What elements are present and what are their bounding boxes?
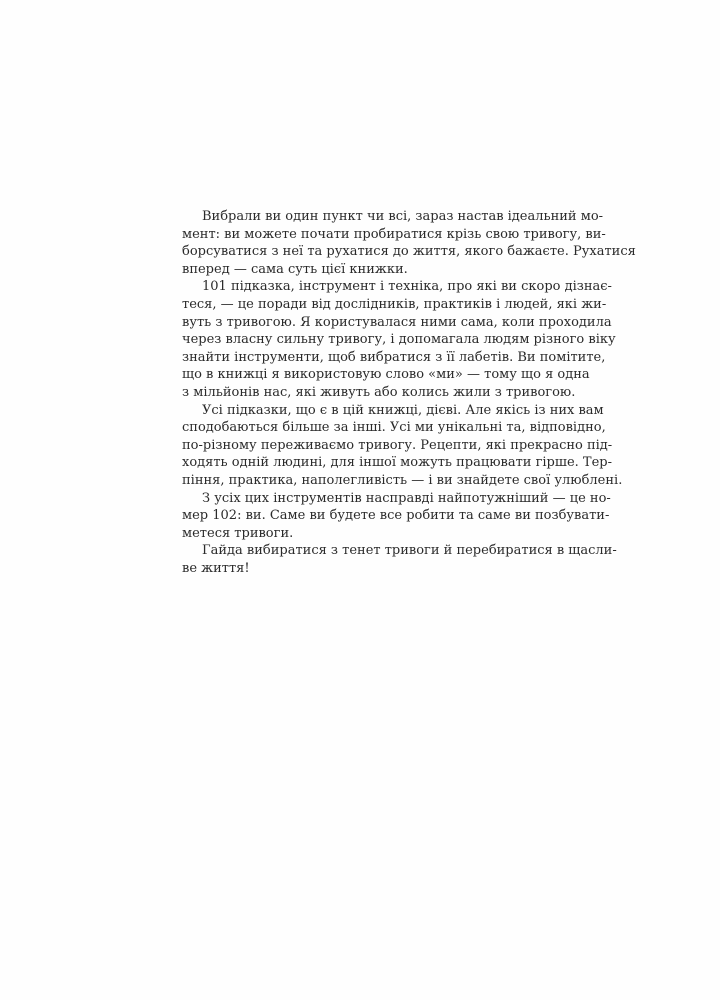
text-line: теся, — це поради від дослідників, практиків і людей, які жи- [182,296,607,312]
text-line: мер 102: ви. Саме ви будете все робити та саме ви позбувати- [182,508,610,524]
text-line: Усі підказки, що є в цій книжці, дієві. Але якісь із них вам [202,402,604,418]
paragraph-tips [182,278,616,401]
text-line: З усіх цих інструментів насправді найпотужніший — це но- [202,490,611,506]
paragraph-closing [182,542,617,577]
text-line: сподобаються більше за інші. Усі ми унікальні та, відповідно, [182,420,606,436]
text-line: знайти інструменти, щоб вибратися з її лабетів. Ви помітите, [182,349,606,365]
paragraph-number-102 [182,490,611,543]
text-line: 101 підказка, інструмент і техніка, про які ви скоро дізнає- [202,279,612,295]
text-line: борсуватися з неї та рухатися до життя, якого бажаєте. Рухатися [182,244,636,260]
paragraph-unique [182,402,623,490]
text-line: Гайда вибиратися з тенет тривоги й перебиратися в щасли- [202,543,617,559]
text-line: Вибрали ви один пункт чи всі, зараз настав ідеальний мо- [202,209,604,224]
text-line: з мільйонів нас, які живуть або колись жили з тривогою. [182,384,576,400]
text-line: вуть з тривогою. Я користувалася ними сама, коли проходила [182,314,612,330]
paragraph-intro [182,208,636,278]
text-line: мент: ви можете почати пробиратися крізь свою тривогу, ви- [182,226,606,242]
text-line: через власну сильну тривогу, і допомагала людям різного віку [182,332,616,348]
text-line: піння, практика, наполегливість — і ви знайдете свої улюблені. [182,472,623,488]
body-text [182,208,636,577]
text-line: метеся тривоги. [182,525,294,541]
text-line: ходять одній людині, для іншої можуть працювати гірше. Тер- [182,455,613,471]
text-line: по-різному переживаємо тривогу. Рецепти, які прекрасно під- [182,437,613,453]
text-line: що в книжці я використовую слово «ми» — тому що я одна [182,367,590,383]
text-line: вперед — сама суть цієї книжки. [182,261,408,277]
text-line: ве життя! [182,560,250,576]
